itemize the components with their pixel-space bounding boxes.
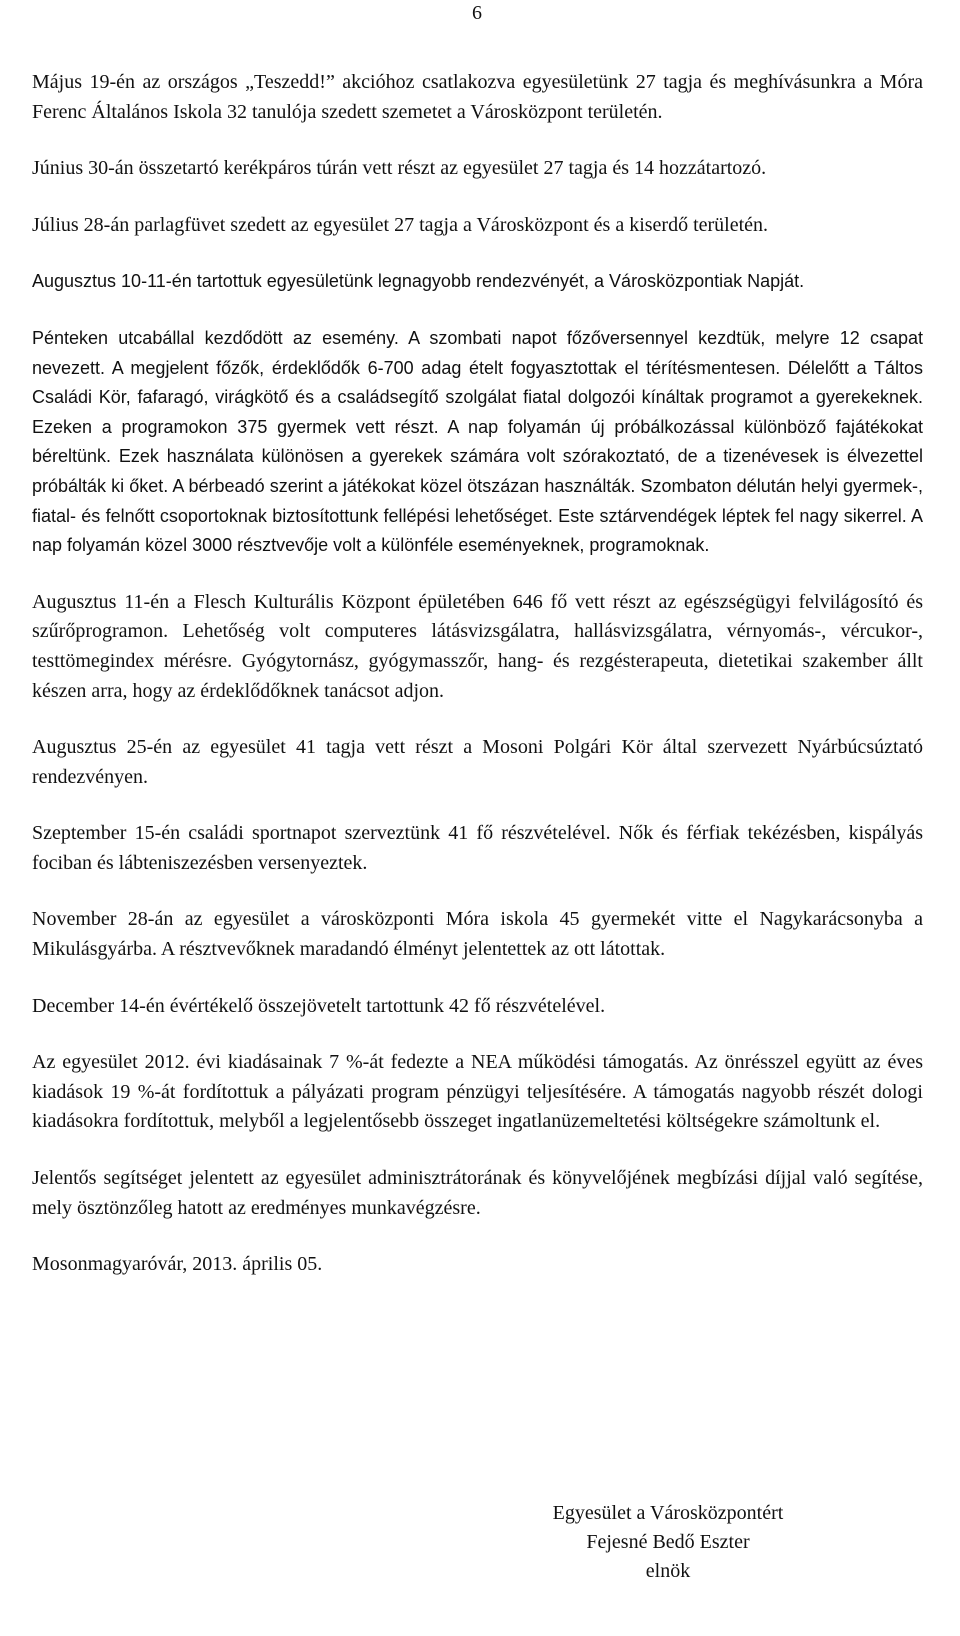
paragraph-nyarbucsu: Augusztus 25-én az egyesület 41 tagja vett részt a Mosoni Polgári Kör által szervezett Nyárbúcsúztató rendezvényen. bbox=[32, 736, 923, 788]
signature-title: elnök bbox=[645, 1560, 691, 1582]
paragraph-sportnap: Szeptember 15-én családi sportnapot szerveztünk 41 fő részvételével. Nők és férfiak tekézésben, kispályás fociban és lábteniszezésben versenyeztek. bbox=[32, 822, 923, 874]
signature-name: Fejesné Bedő Eszter bbox=[586, 1531, 750, 1553]
paragraph-pentek: Pénteken utcabállal kezdődött az esemény. A szombati napot főzőversennyel kezdtük, melyre 12 csapat nevezett. A megjelent főzők, érdeklődők 6-700 adag ételt fogyasztottak el térítésmentesen. Délelőtt a Táltos Családi Kör, fafaragó, virágkötő és a családsegítő szolgálat fiatal dolgozói kínáltak programot a gyerekeknek. Ezeken a programokon 375 gyermek vett részt. A nap folyamán új próbálkozással különböző fajátékokat béreltünk. Ezek használata különösen a gyerekek számára volt szórakoztató, de a tizenévesek is élvezettel próbálták ki őket. A bérbeadó szerint a játékokat közel ötszázan használták. Szombaton délután helyi gyermek-, fiatal- és felnőtt csoportoknak biztosítottunk fellépési lehetőséget. Este sztárvendégek léptek fel nagy sikerrel. A nap folyamán közel 3000 résztvevője volt a különféle eseményeknek, programoknak. bbox=[32, 327, 923, 556]
paragraph-segitseg: Jelentős segítséget jelentett az egyesület adminisztrátorának és könyvelőjének megbízási díjjal való segítése, mely ösztönzőleg hatott az eredményes munkavégzésre. bbox=[32, 1167, 923, 1219]
paragraph-evertekelo: December 14-én évértékelő összejövetelt tartottunk 42 fő részvételével. bbox=[32, 994, 606, 1017]
signature-block bbox=[508, 1499, 828, 1586]
signature-organization: Egyesület a Városközpontért bbox=[552, 1502, 784, 1524]
paragraph-teszedd: Május 19-én az országos „Teszedd!” akcióhoz csatlakozva egyesületünk 27 tagja és meghívásunkra a Móra Ferenc Általános Iskola 32 tanulója szedett szemetet a Városközpont területén. bbox=[32, 71, 923, 123]
page-number: 6 bbox=[472, 2, 482, 24]
paragraph-kiadasok: Az egyesület 2012. évi kiadásainak 7 %-át fedezte a NEA működési támogatás. Az önrésszel együtt az éves kiadások 19 %-át fordítottuk a pályázati program pénzügyi teljesítésére. A támogatás nagyobb részét dologi kiadásokra fordítottuk, melyből a legjelentősebb összeget ingatlanüzemeltetési költségekre számoltunk el. bbox=[32, 1051, 923, 1133]
paragraph-kerekpar: Június 30-án összetartó kerékpáros túrán vett részt az egyesület 27 tagja és 14 hozzátartozó. bbox=[32, 157, 767, 180]
paragraph-napja: Augusztus 10-11-én tartottuk egyesületünk legnagyobb rendezvényét, a Városközpontiak Napját. bbox=[32, 271, 805, 292]
paragraph-parlagfu: Július 28-án parlagfüvet szedett az egyesület 27 tagja a Városközpont és a kiserdő területén. bbox=[32, 213, 769, 236]
paragraph-mikulas: November 28-án az egyesület a városközponti Móra iskola 45 gyermekét vitte el Nagykarácsonyba a Mikulásgyárba. A résztvevőknek maradandó élményt jelentettek az ott látottak. bbox=[32, 908, 923, 961]
date-line: Mosonmagyaróvár, 2013. április 05. bbox=[32, 1253, 323, 1276]
report-body bbox=[32, 68, 923, 1280]
paragraph-flesch: Augusztus 11-én a Flesch Kulturális Központ épületében 646 fő vett részt az egészségügyi felvilágosító és szűrőprogramon. Lehetőség volt computeres látásvizsgálatra, hallásvizsgálatra, vérnyomás-, vércukor-, testtömegindex mérésre. Gyógytornász, gyógymasszőr, hang- és rezgésterapeuta, dietetikai szakember állt készen arra, hogy az érdeklődőknek tanácsot adjon. bbox=[32, 590, 923, 702]
